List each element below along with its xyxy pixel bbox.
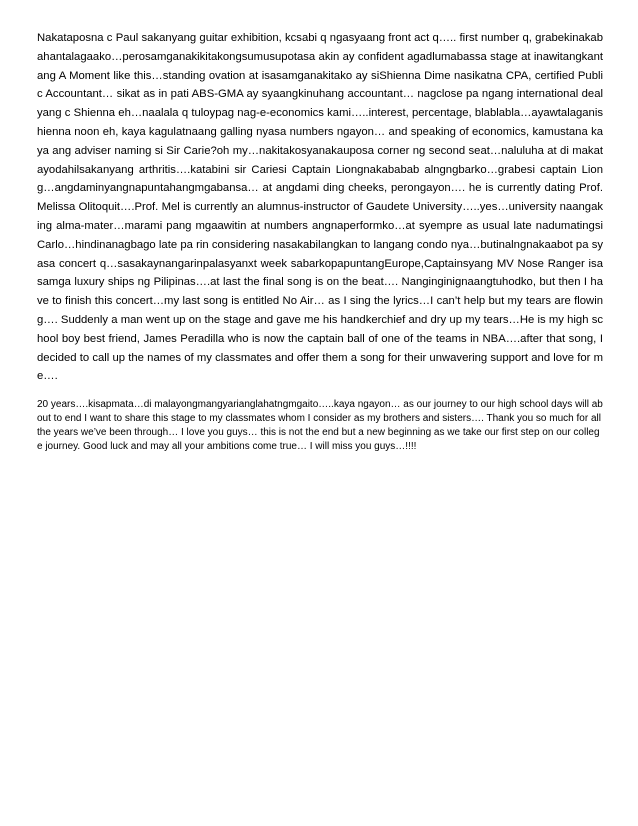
story-paragraph-closing: 20 years….kisapmata…di malayongmangyarianglahatngmgaito…..kaya ngayon… as our journey to our high school days will about to end I want to share this stage to my classmates whom I consider as my brothers and sisters…. Thank you so much for all the years we’ve been through… I love you guys… this is not the end but a new beginning as we take our first step on our college journey. Good luck and may all your ambitions come true… I will miss you guys…!!!! xyxy=(37,399,603,452)
story-paragraph-main: Nakataposna c Paul sakanyang guitar exhibition, kcsabi q ngasyaang front act q….. first number q, grabekinakabahantalagaako…perosamganakikitakongsumusupotasa akin ay confident agadlumabassa stage at inawitangkantang A Moment like this…standing ovation at isasamganakitako ay siShienna Dime nasikatna CPA, certified Public Accountant… sikat as in pati ABS-GMA ay syaangkinuhang accountant… nagclose pa ngang international deal yang c Shienna eh…naalala q tuloypag nag-e-economics kami…..interest, percentage, blablabla…ayawtalaganishienna noon eh, kaya kagulatnaang galling nyasa numbers ngayon… and speaking of economics, kamustana kaya ang adviser naming si Sir Carie?oh my…nakitakosyanakauposa corner ng second seat…naluluha at di makatayodahilsakanyang arthritis….katabini sir Cariesi Captain Liongnakababab alngngbarko…grabesi captain Liong…angdaminyangnapuntahangmgabansa… at angdami ding cheeks, perongayon…. he is currently dating Prof. Melissa Olitoquit….Prof. Mel is currently an alumnus-instructor of Gaudete University…..yes…university naangaking alma-mater…marami pang mgaawitin at numbers angnaperformko…at syempre as usual late nadumatingsi Carlo…hindinanagbago late pa rin considering nasakabilangkan to langang condo nya…butinalngnakaabot pa syasa concert q…sasakaynangarinpalasyanxt week sabarkopapuntangEurope,Captainsyang MV Nose Ranger isasamga luxury ships ng Pilipinas….at last the final song is on the beat…. Nanginginignaangtuhodko, but then I have to finish this concert…my last song is entitled No Air… as I sing the lyrics…I can’t help but my tears are flowing…. Suddenly a man went up on the stage and gave me his handkerchief and dry up my tears…He is my high school boy best friend, James Peradilla who is now the captain ball of one of the teams in NBA….after that song, I decided to call up the names of my classmates and offer them a song for their unwavering support and love for me…. xyxy=(37,32,603,383)
